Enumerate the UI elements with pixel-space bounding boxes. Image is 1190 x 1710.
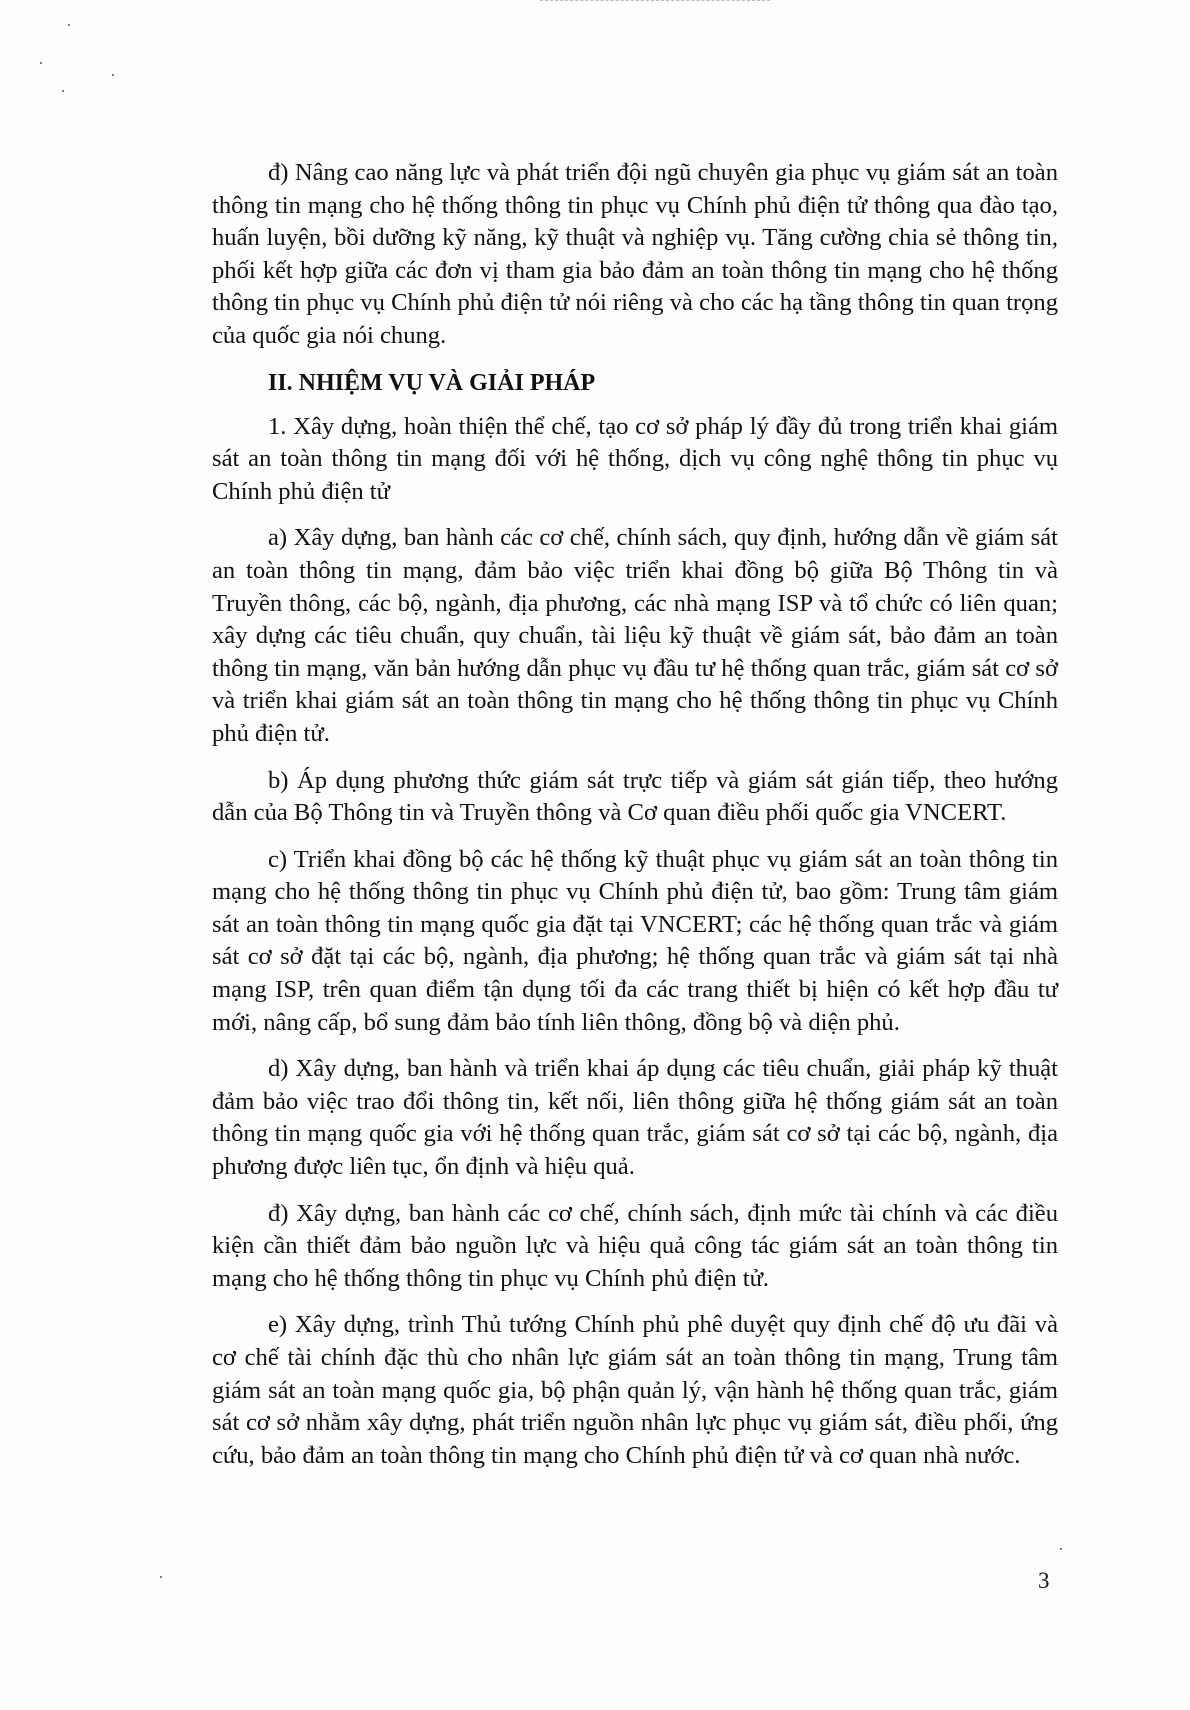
scan-speck — [1060, 1548, 1062, 1550]
scan-speck — [112, 74, 114, 76]
paragraph-c-systems: c) Triển khai đồng bộ các hệ thống kỹ thuật phục vụ giám sát an toàn thông tin mạng cho hệ thống thông tin phục vụ Chính phủ điện tử, bao gồm: Trung tâm giám sát an toàn thông tin mạng quốc gia đặt tại VNCERT; các hệ thống quan trắc và giám sát cơ sở đặt tại các bộ, ngành, địa phương; hệ thống quan trắc và giám sát tại nhà mạng ISP, trên quan điểm tận dụng tối đa các trang thiết bị hiện có kết hợp đầu tư mới, nâng cấp, bổ sung đảm bảo tính liên thông, đồng bộ và diện phủ. — [212, 845, 1058, 1036]
page-number: 3 — [1038, 1568, 1050, 1593]
scan-speck — [160, 1576, 162, 1578]
scan-speck — [68, 24, 70, 26]
paragraph-d-standards: d) Xây dựng, ban hành và triển khai áp dụng các tiêu chuẩn, giải pháp kỹ thuật đảm bảo việc trao đổi thông tin, kết nối, liên thông giữa hệ thống giám sát an toàn thông tin mạng quốc gia với hệ thống quan trắc, giám sát cơ sở tại các bộ, ngành, địa phương được liên tục, ổn định và hiệu quả. — [212, 1055, 1058, 1181]
paragraph-e-incentives: e) Xây dựng, trình Thủ tướng Chính phủ phê duyệt quy định chế độ ưu đãi và cơ chế tài chính đặc thù cho nhân lực giám sát an toàn thông tin mạng, Trung tâm giám sát an toàn mạng quốc gia, bộ phận quản lý, vận hành hệ thống quan trắc, giám sát cơ sở nhằm xây dựng, phát triển nguồn nhân lực phục vụ giám sát, điều phối, ứng cứu, bảo đảm an toàn thông tin mạng cho Chính phủ điện tử và cơ quan nhà nước. — [212, 1311, 1058, 1469]
paragraph-dd-capacity: đ) Nâng cao năng lực và phát triển đội ngũ chuyên gia phục vụ giám sát an toàn thông tin mạng cho hệ thống thông tin phục vụ Chính phủ điện tử thông qua đào tạo, huấn luyện, bồi dưỡng kỹ năng, kỹ thuật và nghiệp vụ. Tăng cường chia sẻ thông tin, phối kết hợp giữa các đơn vị tham gia bảo đảm an toàn thông tin mạng cho hệ thống thông tin phục vụ Chính phủ điện tử nói riêng và cho các hạ tầng thông tin quan trọng của quốc gia nói chung. — [212, 159, 1058, 349]
scan-speck — [40, 62, 42, 64]
paragraph-a-policies: a) Xây dựng, ban hành các cơ chế, chính sách, quy định, hướng dẫn về giám sát an toàn thông tin mạng, đảm bảo việc triển khai đồng bộ giữa Bộ Thông tin và Truyền thông, các bộ, ngành, địa phương, các nhà mạng ISP và tổ chức có liên quan; xây dựng các tiêu chuẩn, quy chuẩn, tài liệu kỹ thuật về giám sát, bảo đảm an toàn thông tin mạng, văn bản hướng dẫn phục vụ đầu tư hệ thống quan trắc, giám sát cơ sở và triển khai giám sát an toàn thông tin mạng cho hệ thống thông tin phục vụ Chính phủ điện tử. — [212, 524, 1058, 747]
section-heading-ii: II. NHIỆM VỤ VÀ GIẢI PHÁP — [268, 369, 596, 396]
paragraph-1-institutions: 1. Xây dựng, hoàn thiện thể chế, tạo cơ sở pháp lý đầy đủ trong triển khai giám sát an toàn thông tin mạng đối với hệ thống, dịch vụ công nghệ thông tin phục vụ Chính phủ điện tử — [212, 412, 1058, 505]
scan-speck — [62, 90, 64, 92]
scan-edge-line — [540, 0, 770, 1]
document-body — [212, 157, 1058, 1486]
paragraph-b-methods: b) Áp dụng phương thức giám sát trực tiếp và giám sát gián tiếp, theo hướng dẫn của Bộ Thông tin và Truyền thông và Cơ quan điều phối quốc gia VNCERT. — [212, 766, 1058, 827]
paragraph-dd-finance: đ) Xây dựng, ban hành các cơ chế, chính sách, định mức tài chính và các điều kiện cần thiết đảm bảo nguồn lực và hiệu quả công tác giám sát an toàn thông tin mạng cho hệ thống thông tin phục vụ Chính phủ điện tử. — [212, 1199, 1058, 1292]
